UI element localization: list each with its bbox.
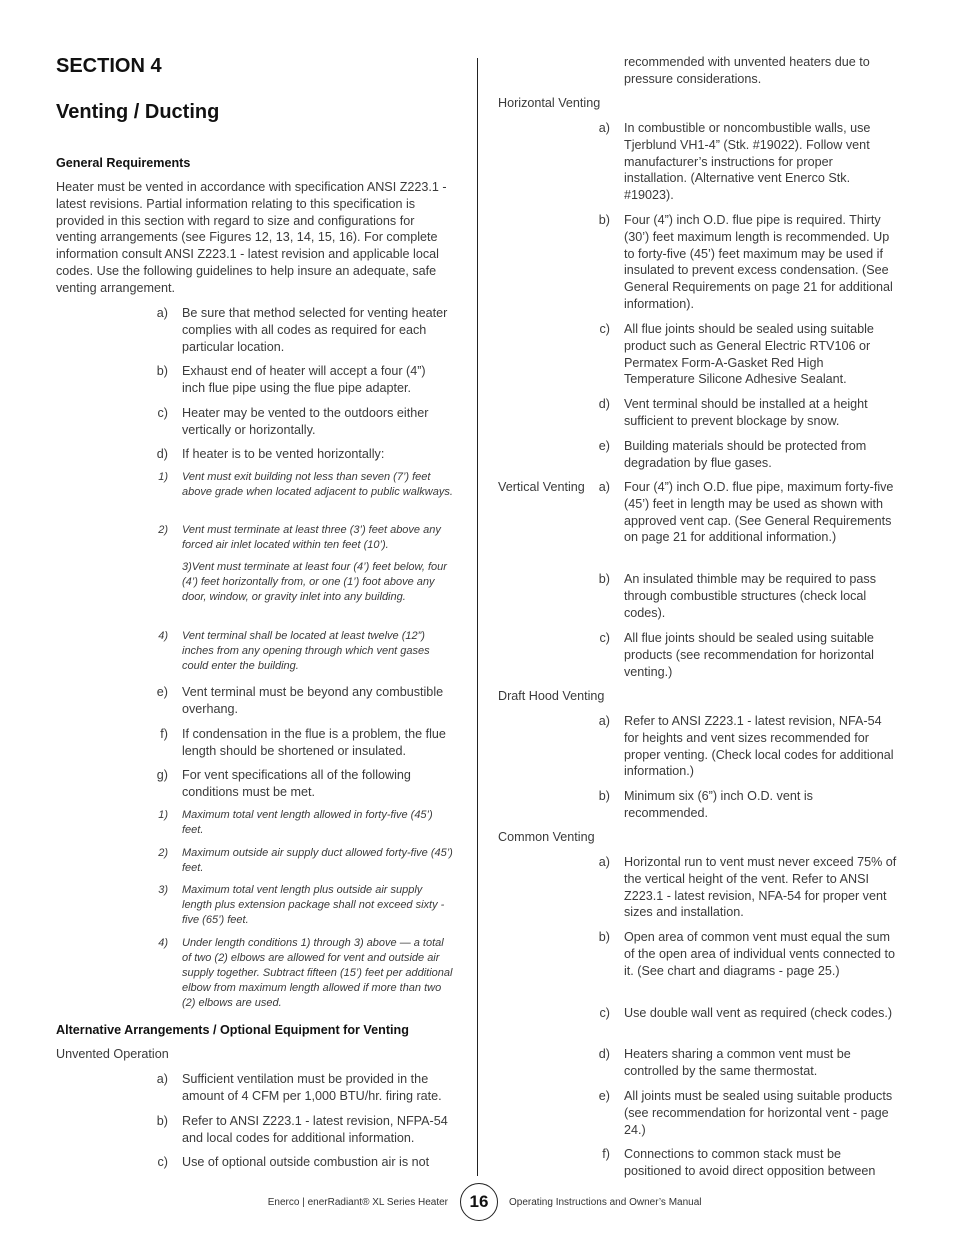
alternative-arrangements-heading: Alternative Arrangements / Optional Equipment for Venting: [56, 1023, 409, 1037]
vertical-venting-item-label: a): [598, 480, 610, 494]
horizontal-condition-item-text: Vent terminal shall be located at least twelve (12”) inches from any opening through which vent gases could enter the building.: [182, 630, 430, 672]
draft-hood-item-label: a): [598, 714, 610, 728]
horizontal-venting-item-label: a): [598, 121, 610, 135]
common-venting-item-text: Heaters sharing a common vent must be controlled by the same thermostat.: [624, 1047, 851, 1078]
common-venting-item-label: b): [598, 930, 610, 944]
horizontal-venting-item-label: d): [598, 397, 610, 411]
general-requirements-heading: General Requirements: [56, 156, 191, 170]
footer-manual: Operating Instructions and Owner’s Manual: [509, 1197, 702, 1208]
vent-spec-item-label: 1): [158, 809, 168, 821]
horizontal-venting-item-text: Four (4”) inch O.D. flue pipe is required. Thirty (30’) feet maximum length is recommended. Up to forty-five (45’) feet maximum may be used if insulated to prevent excess condensation. (See General Requirements on page 21 for additional information).: [624, 213, 893, 311]
vent-spec-item-text: Under length conditions 1) through 3) above — a total of two (2) elbows are allowed for vent and outside air supply together. Subtract fifteen (15’) feet per additional elbow from maximum length allowed if more than two (2) elbows are used.: [182, 937, 453, 1009]
common-venting-item-label: e): [598, 1089, 610, 1103]
common-venting-heading: Common Venting: [498, 830, 595, 844]
vertical-venting-heading: Vertical Venting: [498, 480, 585, 494]
general-list-item-text: Heater may be vented to the outdoors either vertically or horizontally.: [182, 406, 429, 437]
common-venting-item-text: Open area of common vent must equal the sum of the open area of individual vents connected to it. (See chart and diagrams - page 25.): [624, 930, 895, 978]
general-list-item-label: a): [156, 306, 168, 320]
unvented-list-item-text: Refer to ANSI Z223.1 - latest revision, NFPA-54 and local codes for additional information.: [182, 1114, 448, 1145]
horizontal-venting-item-label: c): [599, 322, 610, 336]
general-list-item-label: f): [160, 727, 168, 741]
draft-hood-item-text: Refer to ANSI Z223.1 - latest revision, NFA-54 for heights and vent sizes recommended for proper venting. (Check local codes for additional information.): [624, 714, 894, 779]
general-list-item-text: Vent terminal must be beyond any combustible overhang.: [182, 685, 444, 716]
vent-spec-item-label: 3): [158, 884, 168, 896]
general-list-item-text: Be sure that method selected for venting heater complies with all codes as required for each particular location.: [182, 306, 448, 354]
common-venting-item-text: Use double wall vent as required (check codes.): [624, 1006, 893, 1020]
unvented-list-item-text: Sufficient ventilation must be provided in the amount of 4 CFM per 1,000 BTU/hr. firing rate.: [182, 1072, 442, 1103]
horizontal-condition-item-label: 2): [158, 524, 168, 536]
horizontal-condition-item-label: 1): [158, 471, 168, 483]
unvented-list-item-label: c): [157, 1155, 168, 1169]
horizontal-venting-heading: Horizontal Venting: [498, 96, 601, 110]
footer-product: Enerco | enerRadiant® XL Series Heater: [267, 1197, 448, 1208]
general-list-item-text: If condensation in the flue is a problem, the flue length should be shortened or insulated.: [182, 727, 446, 758]
vent-spec-item-text: Maximum total vent length plus outside air supply length plus extension package shall not exceed sixty -five (65’) feet.: [182, 884, 445, 926]
horizontal-condition-item-label: 4): [158, 630, 168, 642]
vent-spec-item-text: Maximum total vent length allowed in forty-five (45’) feet.: [182, 809, 433, 836]
vertical-venting-item-text: An insulated thimble may be required to pass through combustible structures (check local codes).: [624, 572, 877, 620]
horizontal-venting-item-text: Vent terminal should be installed at a height sufficient to prevent blockage by snow.: [624, 397, 868, 428]
horizontal-venting-item-label: b): [598, 213, 610, 227]
common-venting-item-text: Horizontal run to vent must never exceed 75% of the vertical height of the vent. Refer to ANSI Z223.1 - latest revision, NFA-54 for proper vent sizes and installation.: [624, 855, 897, 920]
vent-spec-item-label: 2): [158, 847, 168, 859]
general-list-item-label: g): [156, 768, 168, 782]
general-list-item-text: For vent specifications all of the following conditions must be met.: [182, 768, 411, 799]
general-list-item-label: c): [157, 406, 168, 420]
draft-hood-venting-heading: Draft Hood Venting: [498, 689, 605, 703]
general-list-item-label: b): [156, 364, 168, 378]
page-title: Venting / Ducting: [56, 101, 220, 123]
column-divider: [477, 58, 478, 1176]
unvented-operation-heading: Unvented Operation: [56, 1047, 169, 1061]
draft-hood-item-text: Minimum six (6”) inch O.D. vent is recommended.: [624, 789, 813, 820]
general-list-item-label: e): [156, 685, 168, 699]
vertical-venting-item-text: All flue joints should be sealed using suitable products (see recommendation for horizontal venting.): [624, 631, 874, 679]
common-venting-item-text: Connections to common stack must be positioned to avoid direct opposition between: [624, 1147, 876, 1178]
common-venting-item-label: a): [598, 855, 610, 869]
draft-hood-item-label: b): [598, 789, 610, 803]
unvented-list-item-label: b): [156, 1114, 168, 1128]
vent-spec-item-label: 4): [158, 937, 168, 949]
general-list-item-text: If heater is to be vented horizontally:: [182, 447, 385, 461]
common-venting-item-text: All joints must be sealed using suitable products (see recommendation for horizontal vent - page 24.): [624, 1089, 893, 1137]
vertical-venting-item-label: c): [599, 631, 610, 645]
section-label: SECTION 4: [56, 55, 162, 77]
horizontal-condition-item-text: Vent must exit building not less than seven (7’) feet above grade when located adjacent to public walkways.: [182, 471, 453, 498]
horizontal-venting-item-text: All flue joints should be sealed using suitable product such as General Electric RTV106 or Permatex Form-A-Gasket Red High Temperature Silicone Adhesive Sealant.: [624, 322, 874, 387]
page-number: 16: [460, 1183, 498, 1221]
horizontal-venting-item-text: Building materials should be protected from degradation by flue gases.: [624, 439, 867, 470]
general-list-item-text: Exhaust end of heater will accept a four (4”) inch flue pipe using the flue pipe adapter.: [182, 364, 426, 395]
common-venting-item-label: c): [599, 1006, 610, 1020]
vertical-venting-item-label: b): [598, 572, 610, 586]
general-list-item-label: d): [156, 447, 168, 461]
horizontal-venting-item-text: In combustible or noncombustible walls, use Tjerblund VH1-4” (Stk. #19022). Follow vent manufacturer’s instructions for proper installation. (Alternative vent Enerco Stk. #19023).: [624, 121, 871, 203]
unvented-list-item-text: Use of optional outside combustion air is not: [182, 1155, 430, 1169]
general-requirements-paragraph: Heater must be vented in accordance with specification ANSI Z223.1 - latest revisions. Partial information relating to this specification is provided in this section with regard to size and configurations for venting arrangements (see Figures 12, 13, 14, 15, 16). For complete information consult ANSI Z223.1 - latest revision and applicable local codes. Use the following guidelines to help insure an adequate, safe venting arrangement.: [56, 180, 447, 295]
vertical-venting-item-text: Four (4”) inch O.D. flue pipe, maximum forty-five (45’) feet in length may be used as shown with approved vent cap. (See General Requirements on page 21 for additional information.): [624, 480, 894, 545]
common-venting-item-label: f): [602, 1147, 610, 1161]
common-venting-item-label: d): [598, 1047, 610, 1061]
unvented-list-item-label: a): [156, 1072, 168, 1086]
vent-spec-item-text: Maximum outside air supply duct allowed forty-five (45’) feet.: [182, 847, 453, 874]
continuation-text: recommended with unvented heaters due to pressure considerations.: [624, 55, 870, 86]
horizontal-venting-item-label: e): [598, 439, 610, 453]
page-footer: [0, 1183, 954, 1223]
horizontal-condition-item-text: Vent must terminate at least three (3’) feet above any forced air inlet located within ten feet (10’).: [182, 524, 441, 551]
horizontal-condition-item-text: 3)Vent must terminate at least four (4’) feet below, four (4’) feet horizontally from, or one (1’) foot above any door, window, or gravity inlet into any building.: [182, 561, 447, 603]
